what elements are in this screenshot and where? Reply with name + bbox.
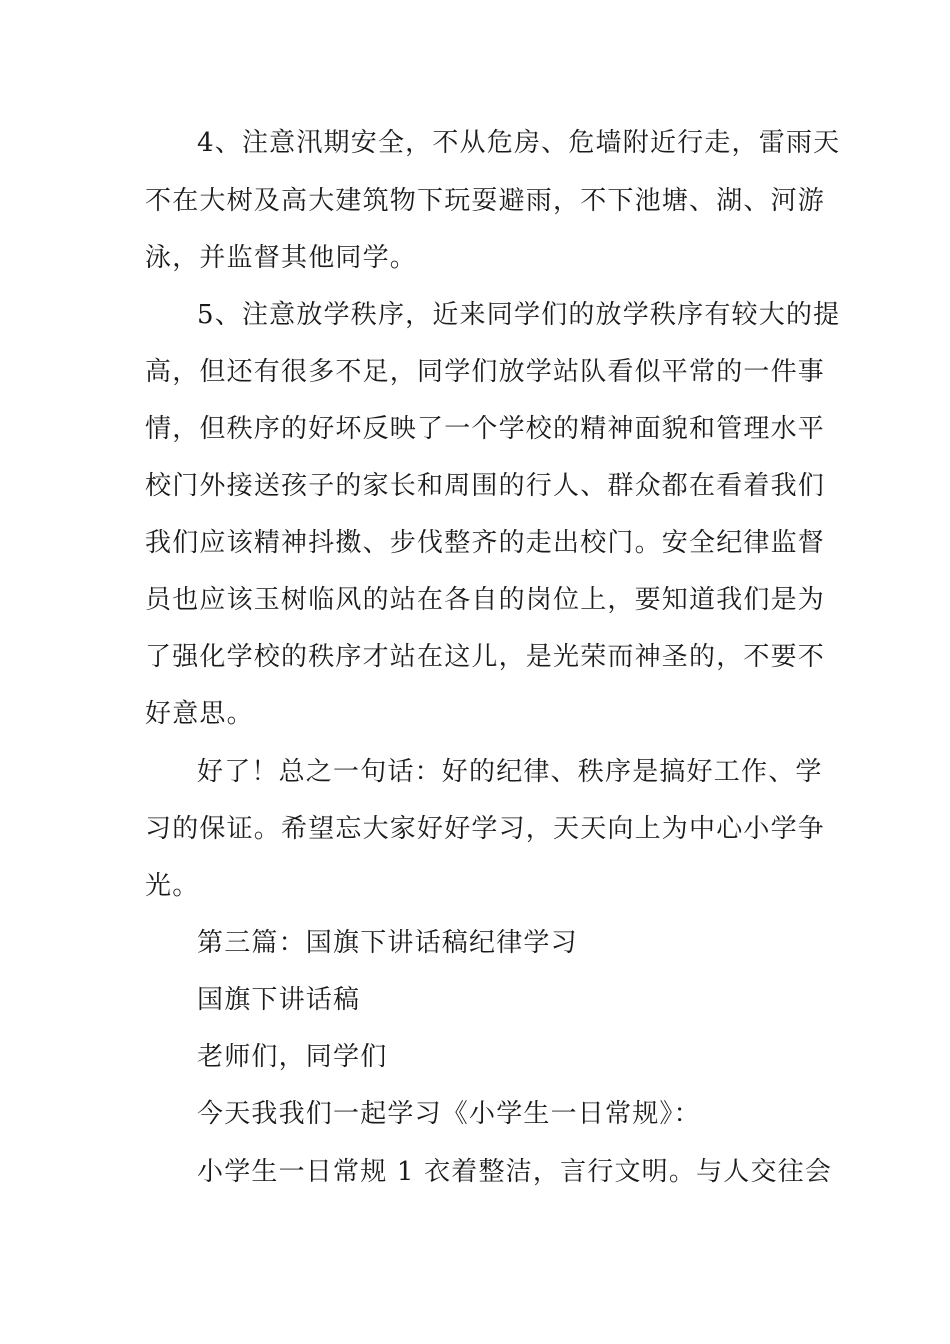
- speech-title: 国旗下讲话稿: [197, 985, 361, 1015]
- intro-line: 今天我我们一起学习《小学生一日常规》：: [197, 1099, 701, 1129]
- paragraph-5-line-3: 情，但秩序的好坏反映了一个学校的精神面貌和管理水平: [145, 414, 826, 444]
- paragraph-4-line-1: 4、注意汛期安全，不从危房、危墙附近行走，雷雨天: [197, 128, 841, 158]
- closing-line-2: 习的保证。希望忘大家好好学习，天天向上为中心小学争: [145, 814, 826, 844]
- paragraph-5-line-2: 高，但还有很多不足，同学们放学站队看似平常的一件事: [145, 357, 826, 387]
- paragraph-4-line-3: 泳，并监督其他同学。: [145, 243, 418, 273]
- paragraph-5-line-1: 5、注意放学秩序，近来同学们的放学秩序有较大的提: [197, 300, 841, 330]
- closing-line-1: 好了！总之一句话：好的纪律、秩序是搞好工作、学: [197, 757, 823, 787]
- paragraph-5-line-6: 员也应该玉树临风的站在各自的岗位上，要知道我们是为: [145, 585, 826, 615]
- paragraph-4-line-2: 不在大树及高大建筑物下玩耍避雨，不下池塘、湖、河游: [145, 186, 826, 216]
- closing-line-3: 光。: [145, 871, 200, 901]
- section-heading: 第三篇：国旗下讲话稿纪律学习: [197, 928, 578, 958]
- paragraph-5-line-4: 校门外接送孩子的家长和周围的行人、群众都在看着我们: [145, 471, 826, 501]
- paragraph-5-line-7: 了强化学校的秩序才站在这儿，是光荣而神圣的，不要不: [145, 642, 826, 672]
- paragraph-5-line-8: 好意思。: [145, 699, 254, 729]
- paragraph-5-line-5: 我们应该精神抖擞、步伐整齐的走出校门。安全纪律监督: [145, 528, 826, 558]
- salutation: 老师们，同学们: [197, 1042, 388, 1072]
- rules-line-1: 小学生一日常规 1 衣着整洁，言行文明。与人交往会: [197, 1157, 833, 1187]
